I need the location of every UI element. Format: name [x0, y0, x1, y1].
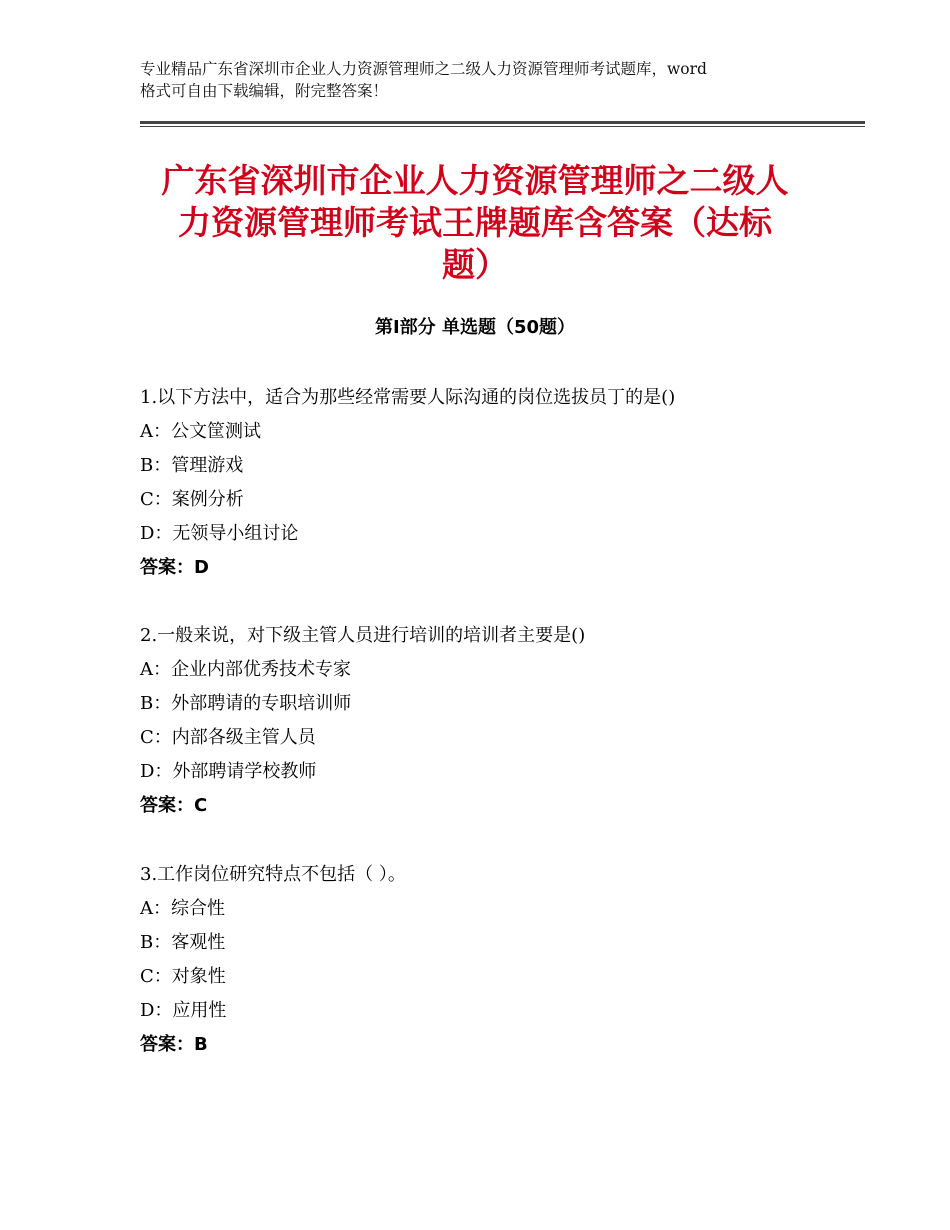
question-text: 3.工作岗位研究特点不包括（ ）。	[140, 864, 406, 885]
header-divider-thin	[140, 126, 865, 127]
header-divider-thick	[140, 121, 865, 124]
option-b: B：管理游戏	[140, 455, 244, 476]
question-text: 2.一般来说，对下级主管人员进行培训的培训者主要是()	[140, 625, 586, 646]
answer-label: 答案：C	[140, 795, 208, 816]
question-3	[140, 858, 860, 1062]
question-1	[140, 381, 860, 585]
question-2	[140, 619, 860, 823]
header-line-1: 专业精品广东省深圳市企业人力资源管理师之二级人力资源管理师考试题库，word	[140, 60, 707, 78]
title-line-1: 广东省深圳市企业人力资源管理师之二级人	[161, 161, 789, 200]
title-line-2: 力资源管理师考试王牌题库含答案（达标	[178, 203, 772, 242]
option-c: C：对象性	[140, 966, 226, 987]
document-title	[140, 160, 810, 286]
option-b: B：客观性	[140, 932, 226, 953]
option-a: A：综合性	[140, 898, 225, 919]
option-d: D：应用性	[140, 1000, 227, 1021]
answer-label: 答案：D	[140, 557, 209, 578]
option-a: A：企业内部优秀技术专家	[140, 659, 351, 680]
header-line-2: 格式可自由下载编辑，附完整答案！	[140, 82, 389, 100]
option-b: B：外部聘请的专职培训师	[140, 693, 352, 714]
option-a: A：公文筐测试	[140, 421, 261, 442]
question-text: 1.以下方法中，适合为那些经常需要人际沟通的岗位选拔员丁的是()	[140, 387, 676, 408]
option-c: C：内部各级主管人员	[140, 727, 316, 748]
answer-label: 答案：B	[140, 1034, 208, 1055]
page-header	[140, 58, 820, 102]
option-c: C：案例分析	[140, 489, 244, 510]
option-d: D：无领导小组讨论	[140, 523, 299, 544]
option-d: D：外部聘请学校教师	[140, 761, 317, 782]
section-heading: 第Ⅰ部分 单选题（50题）	[374, 317, 575, 338]
title-line-3: 题）	[442, 245, 508, 284]
